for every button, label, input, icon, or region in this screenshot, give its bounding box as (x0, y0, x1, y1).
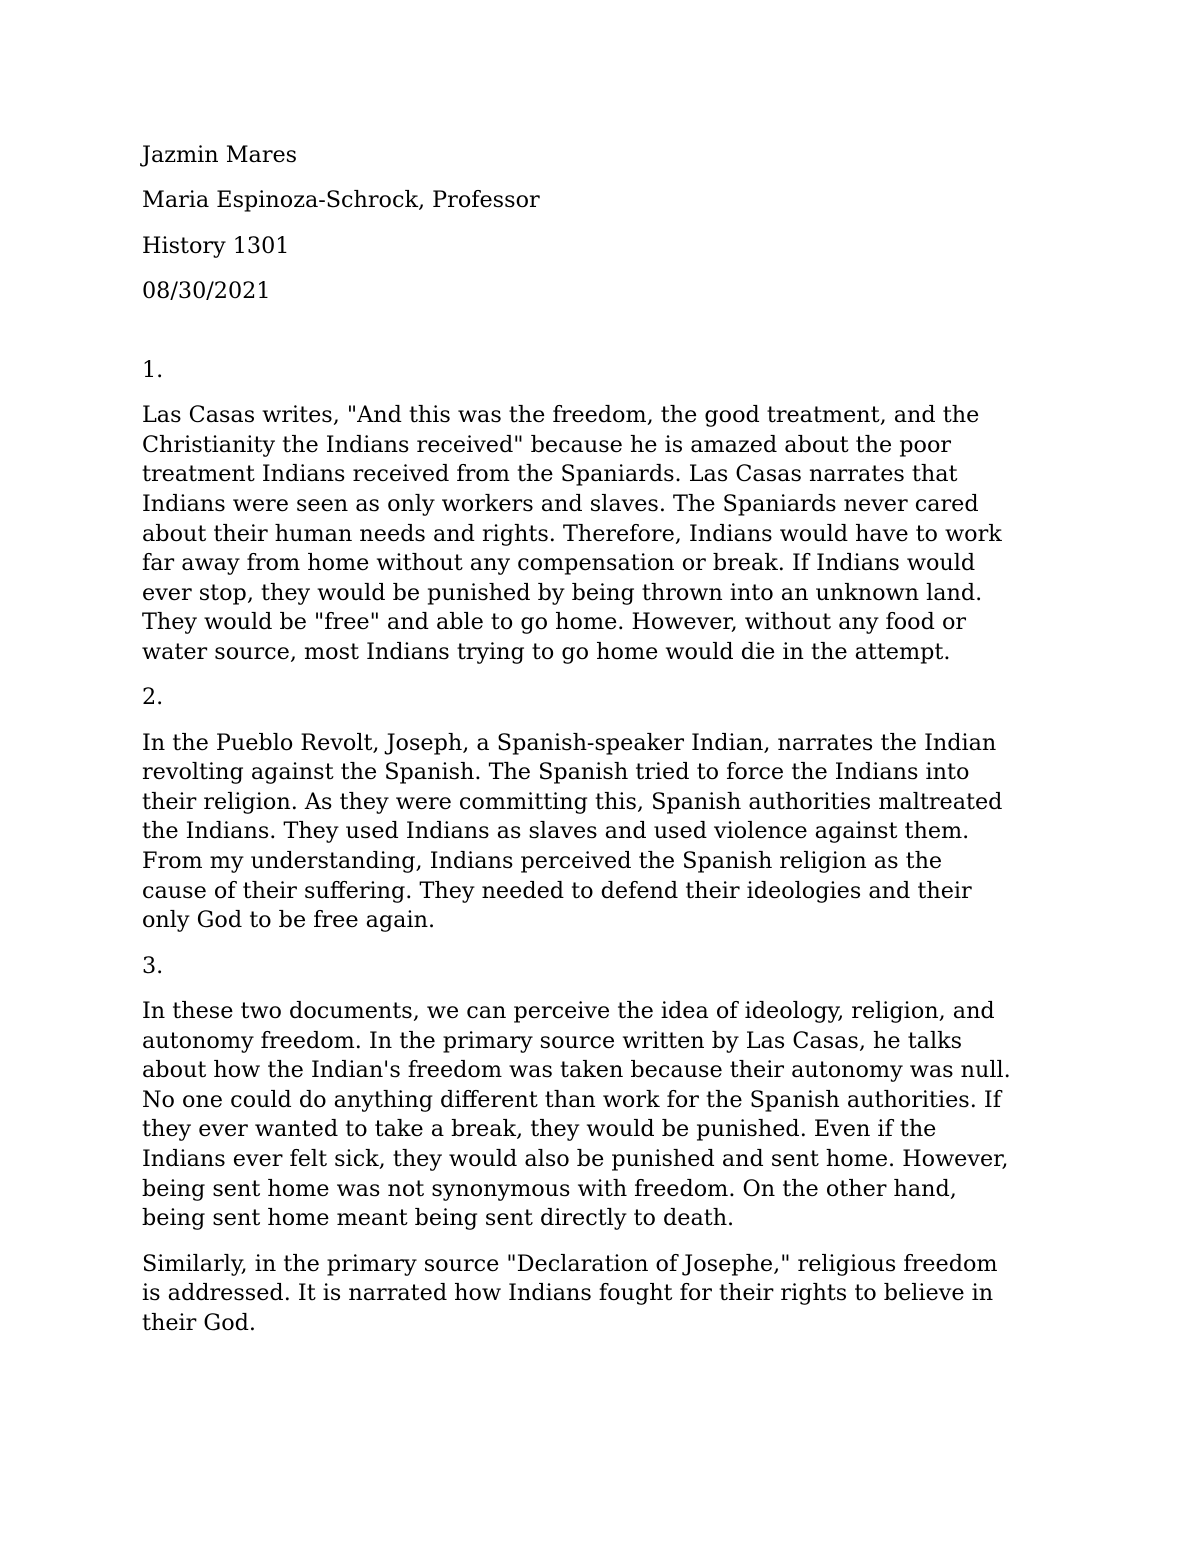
paragraph-line: Las Casas writes, "And this was the freedom, the good treatment, and the (142, 402, 980, 429)
paragraph-line: the Indians. They used Indians as slaves and used violence against them. (142, 818, 970, 845)
paragraph-line: In these two documents, we can perceive the idea of ideology, religion, and (142, 998, 995, 1025)
paragraph-line: cause of their suffering. They needed to defend their ideologies and their (142, 877, 972, 904)
paragraph-line: From my understanding, Indians perceived the Spanish religion as the (142, 848, 943, 875)
paragraph-line: only God to be free again. (142, 907, 436, 934)
paragraph-line: ever stop, they would be punished by being thrown into an unknown land. (142, 579, 983, 606)
paragraph-line: about how the Indian's freedom was taken because their autonomy was null. (142, 1057, 1011, 1084)
paragraph-line: is addressed. It is narrated how Indians fought for their rights to believe in (142, 1280, 994, 1307)
paragraph-line: In the Pueblo Revolt, Joseph, a Spanish-speaker Indian, narrates the Indian (142, 729, 997, 756)
paragraph-line: Similarly, in the primary source "Declaration of Josephe," religious freedom (142, 1250, 998, 1277)
paragraph-line: treatment Indians received from the Spaniards. Las Casas narrates that (142, 461, 958, 488)
answer-paragraph (142, 401, 1072, 667)
assignment-date: 08/30/2021 (142, 278, 271, 305)
question-number: 3. (142, 952, 164, 979)
professor-name: Maria Espinoza-Schrock, Professor (142, 187, 540, 214)
paragraph-line: Indians ever felt sick, they would also be punished and sent home. However, (142, 1146, 1009, 1172)
paragraph-line: No one could do anything different than work for the Spanish authorities. If (142, 1086, 1001, 1113)
question-number: 1. (142, 356, 164, 383)
paragraph-line: they ever wanted to take a break, they would be punished. Even if the (142, 1116, 937, 1143)
answer-paragraph (142, 997, 1072, 1234)
paragraph-line: Indians were seen as only workers and slaves. The Spaniards never cared (142, 490, 979, 517)
student-name: Jazmin Mares (142, 142, 298, 168)
course-name: History 1301 (142, 232, 290, 259)
paragraph-line: being sent home was not synonymous with freedom. On the other hand, (142, 1175, 957, 1202)
paragraph-line: being sent home meant being sent directly to death. (142, 1205, 735, 1232)
paragraph-line: about their human needs and rights. Therefore, Indians would have to work (142, 520, 1002, 547)
paragraph-line: They would be "free" and able to go home. However, without any food or (142, 609, 967, 636)
document-page (142, 141, 1072, 1354)
answer-paragraph (142, 1250, 1072, 1339)
paragraph-line: far away from home without any compensation or break. If Indians would (142, 550, 976, 577)
header-block (142, 141, 1072, 307)
question-number: 2. (142, 684, 164, 711)
answer-paragraph (142, 729, 1072, 936)
answers-section (142, 356, 1072, 1339)
paragraph-line: autonomy freedom. In the primary source written by Las Casas, he talks (142, 1027, 963, 1054)
paragraph-line: their God. (142, 1309, 256, 1336)
paragraph-line: their religion. As they were committing this, Spanish authorities maltreated (142, 788, 1003, 815)
paragraph-line: water source, most Indians trying to go home would die in the attempt. (142, 638, 951, 665)
paragraph-line: Christianity the Indians received" because he is amazed about the poor (142, 431, 952, 458)
paragraph-line: revolting against the Spanish. The Spanish tried to force the Indians into (142, 759, 970, 786)
